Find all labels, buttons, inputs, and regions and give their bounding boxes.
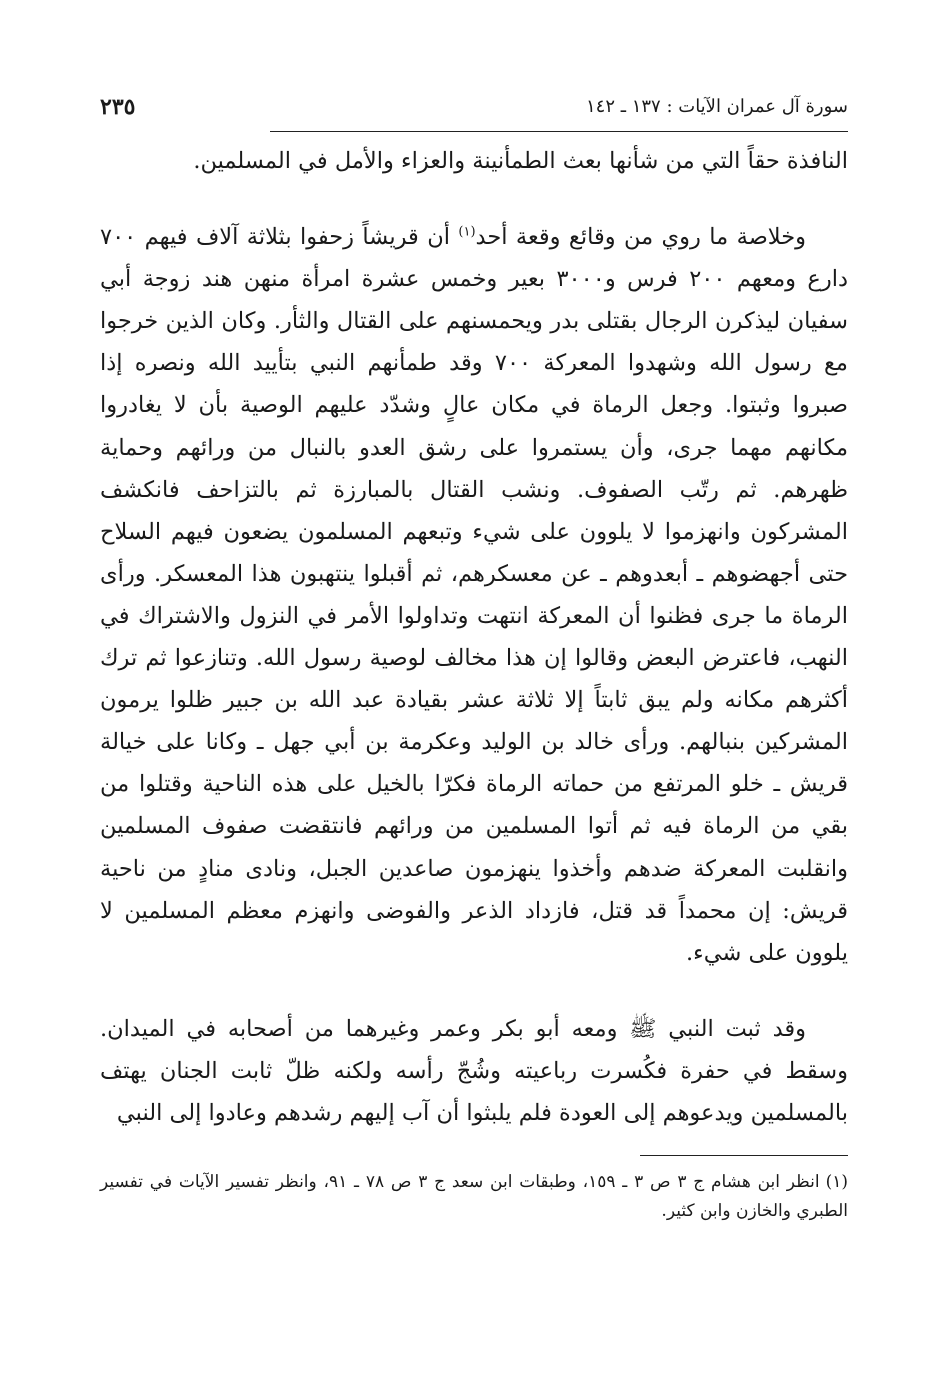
paragraph: وقد ثبت النبي ﷺ ومعه أبو بكر وعمر وغيرهما من أصحابه في الميدان. وسقط في حفرة فكُسرت رباعيته وشُجّ رأسه ولكنه ظلّ ثابت الجنان يهتف بالمسلمين ويدعوهم إلى العودة فلم يلبثوا أن آب إليهم رشدهم وعادوا إلى النبي (100, 1015, 848, 1126)
paragraph-text: أن قريشاً زحفوا بثلاثة آلاف فيهم ٧٠٠ دارع ومعهم ٢٠٠ فرس و٣٠٠٠ بعير وخمس عشرة امرأة منهن هند زوجة أبي سفيان ليذكرن الرجال بقتلى بدر ويحمسنهم على القتال والثأر. وكان الذين خرجوا مع رسول الله وشهدوا المعركة ٧٠٠ وقد طمأنهم النبي بتأييد الله ونصره إذا صبروا وثبتوا. وجعل الرماة في مكان عالٍ وشدّد عليهم الوصية بأن لا يغادروا مكانهم مهما جرى، وأن يستمروا على رشق العدو بالنبال من ورائهم وحماية ظهرهم. ثم رتّب الصفوف. ونشب القتال بالمبارزة ثم بالتزاحف فانكشف المشركون وانهزموا لا يلوون على شيء وتبعهم المسلمون يضعون فيهم السلاح حتى أجهضوهم ـ أبعدوهم ـ عن معسكرهم، ثم أقبلوا ينتهبون هذا المعسكر. ورأى الرماة ما جرى فظنوا أن المعركة انتهت وتداولوا الأمر في النزول والاشتراك في النهب، فاعترض البعض وقالوا إن هذا مخالف لوصية رسول الله. وتنازعوا ثم ترك أكثرهم مكانه ولم يبق ثابتاً إلا ثلاثة عشر بقيادة عبد الله بن جبير ظلوا يرمون المشركين بنبالهم. ورأى خالد بن الوليد وعكرمة بن أبي جهل ـ وكانا على خيالة قريش ـ خلو المرتفع من حماته الرماة فكرّا بالخيل على هذه الناحية وقتلوا من بقي من الرماة فيه ثم أتوا المسلمين من ورائهم فانتقضت صفوف المسلمين وانقلبت المعركة ضدهم وأخذوا ينهزمون صاعدين الجبل، ونادى منادٍ من ناحية قريش: إن محمداً قد قتل، فازداد الذعر والفوضى وانهزم معظم المسلمين لا يلوون على شيء. (100, 224, 848, 966)
paragraph-text: وخلاصة ما روي من وقائع وقعة أحد (475, 224, 806, 251)
body-text (100, 140, 848, 1134)
header-rule (270, 131, 848, 132)
page-number: ٢٣٥ (100, 94, 136, 120)
footnotes (100, 1168, 848, 1226)
footnote-text: انظر ابن هشام ج ٣ ص ٣ ـ ١٥٩، وطبقات ابن سعد ج ٣ ص ٧٨ ـ ٩١، وانظر تفسير الآيات في تفسير الطبري والخازن وابن كثير. (100, 1172, 848, 1221)
footnote-separator (640, 1155, 848, 1156)
footnote-reference[interactable]: (١) (458, 224, 476, 240)
running-title: سورة آل عمران الآيات : ١٣٧ ـ ١٤٢ (585, 96, 848, 117)
paragraph: النافذة حقاً التي من شأنها بعث الطمأنينة والعزاء والأمل في المسلمين. (193, 148, 848, 174)
page-header (100, 90, 848, 132)
paragraph (100, 216, 848, 974)
footnote (100, 1168, 848, 1226)
footnote-marker: (١) (825, 1172, 848, 1192)
